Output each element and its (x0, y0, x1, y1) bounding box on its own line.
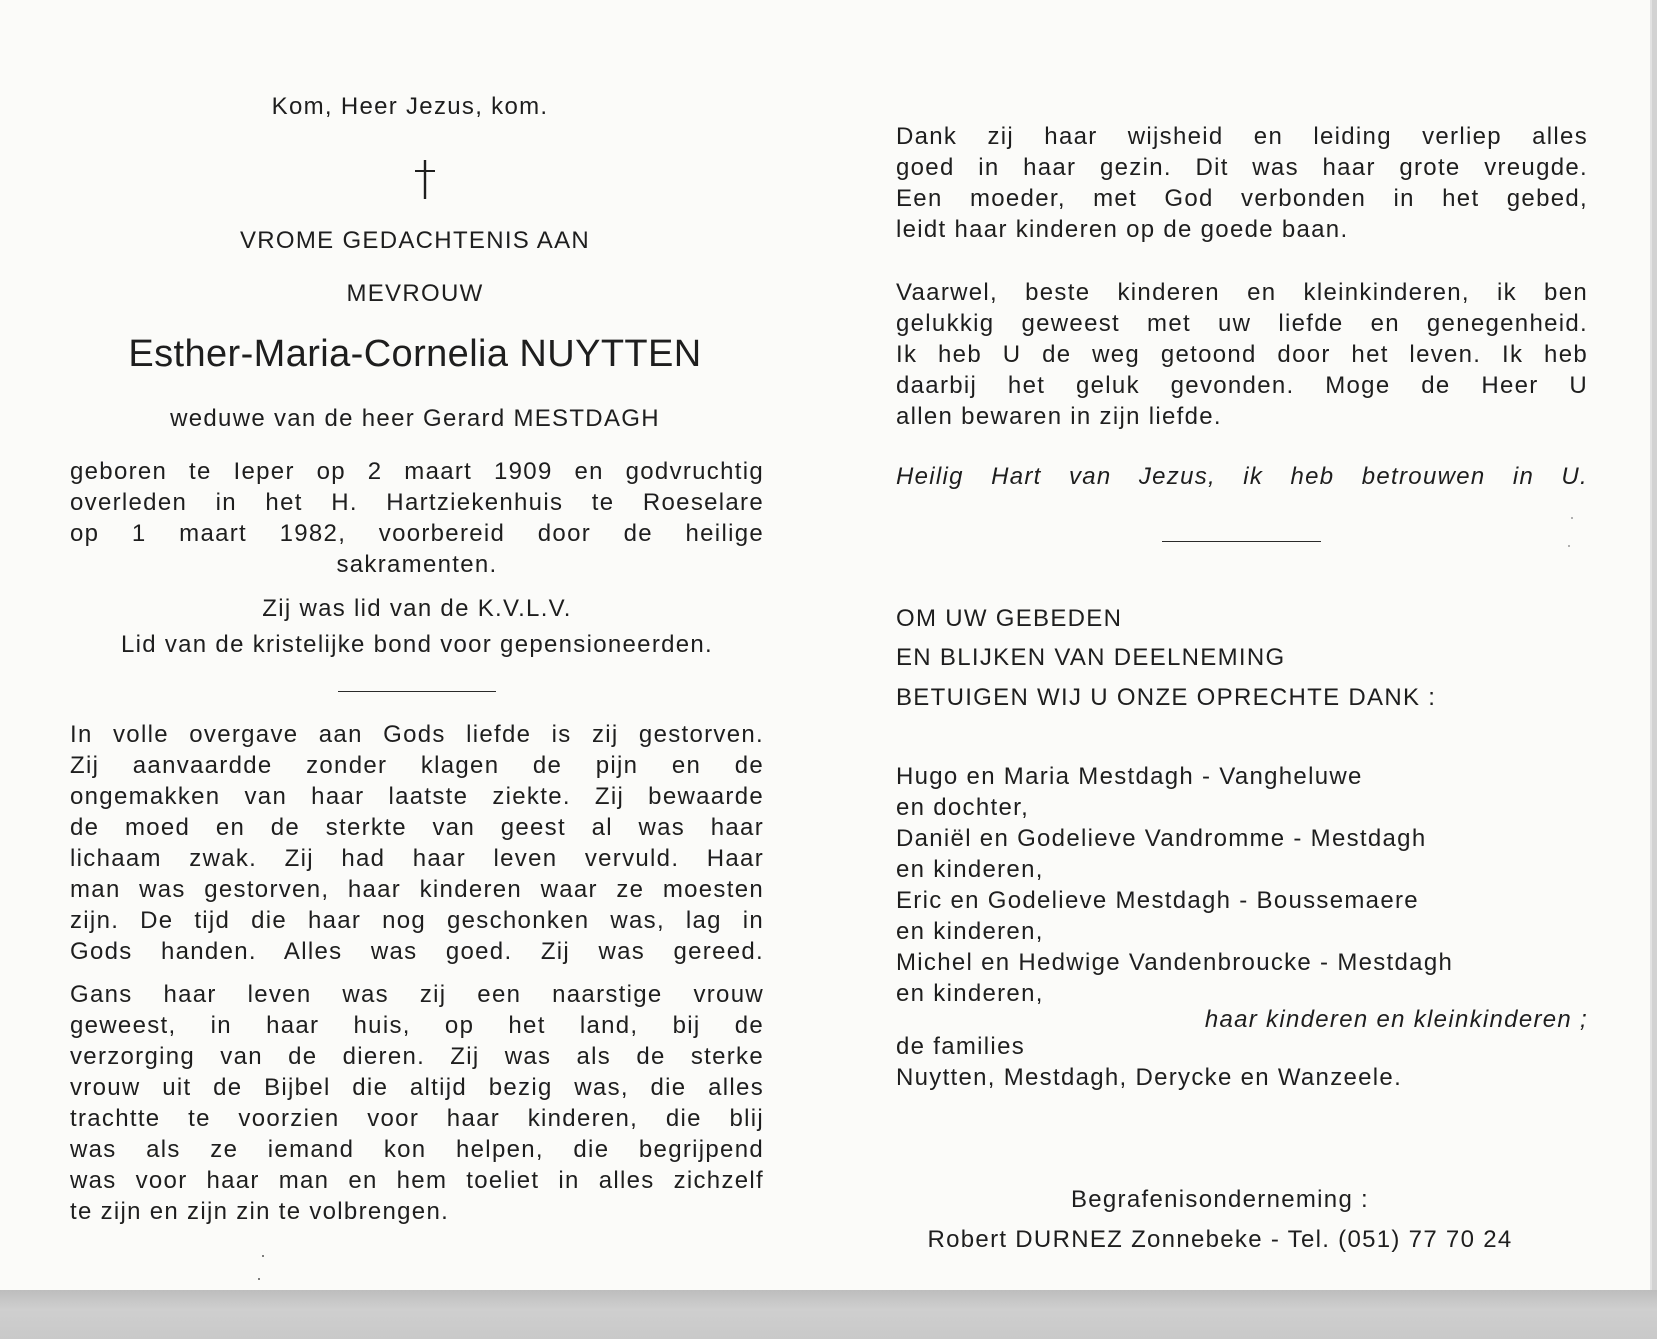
paragraph-line: te zijn en zijn zin te volbrengen. (70, 1198, 450, 1225)
separator-line (338, 691, 496, 692)
membership-line: Zij was lid van de K.V.L.V. (262, 595, 572, 622)
right-paragraph-line: Dank zij haar wijsheid en leiding verliep alles (896, 123, 1588, 150)
family-role: haar kinderen en kleinkinderen ; (1204, 1006, 1588, 1033)
family-line: en kinderen, (896, 980, 1044, 1007)
undertaker-label: Begrafenisonderneming : (1070, 1186, 1370, 1213)
family-line: Michel en Hedwige Vandenbroucke - Mestdagh (896, 949, 1454, 976)
paragraph-line: geweest, in haar huis, op het land, bij de (70, 1012, 764, 1039)
prayer-line: Kom, Heer Jezus, kom. (271, 93, 549, 120)
print-speck (1568, 545, 1570, 547)
print-speck (258, 1278, 260, 1280)
paragraph-line: trachtte te voorzien voor haar kinderen, die blij (70, 1105, 764, 1132)
membership-line: Lid van de kristelijke bond voor gepensioneerden. (120, 631, 714, 658)
right-paragraph-line: gelukkig geweest met uw liefde en genegenheid. (896, 310, 1588, 337)
family-line: en kinderen, (896, 918, 1044, 945)
right-paragraph-line: leidt haar kinderen op de goede baan. (896, 216, 1349, 243)
undertaker-contact: Robert DURNEZ Zonnebeke - Tel. (051) 77 70 24 (927, 1226, 1513, 1253)
paragraph-line: zijn. De tijd die haar nog geschonken was, lag in (70, 907, 764, 934)
paragraph-line: was voor haar man en hem toeliet in alles zichzelf (70, 1167, 764, 1194)
birth-line: overleden in het H. Hartziekenhuis te Roeselare (70, 489, 764, 516)
right-paragraph-line: goed in haar gezin. Dit was haar grote vreugde. (896, 154, 1588, 181)
right-paragraph-line: daarbij het geluk gevonden. Moge de Heer U (896, 372, 1588, 399)
memorial-heading: VROME GEDACHTENIS AAN (239, 227, 591, 254)
paragraph-line: was als ze iemand kon helpen, die begrijpend (70, 1136, 764, 1163)
birth-line: geboren te Ieper op 2 maart 1909 en godvruchtig (70, 458, 764, 485)
paragraph-line: de moed en de sterkte van geest al was haar (70, 814, 764, 841)
paragraph-line: verzorging van de dieren. Zij was als de sterke (70, 1043, 764, 1070)
family-line: en dochter, (896, 794, 1030, 821)
deceased-name: Esther-Maria-Cornelia NUYTTEN (128, 333, 702, 375)
paragraph-line: Gans haar leven was zij een naarstige vrouw (70, 981, 764, 1008)
thanks-line: OM UW GEBEDEN (896, 605, 1123, 632)
paragraph-line: ongemakken van haar laatste ziekte. Zij bewaarde (70, 783, 764, 810)
paragraph-line: vrouw uit de Bijbel die altijd bezig was, die alles (70, 1074, 764, 1101)
family-line: Daniël en Godelieve Vandromme - Mestdagh (896, 825, 1427, 852)
thanks-line: EN BLIJKEN VAN DEELNEMING (896, 644, 1286, 671)
print-speck (262, 1255, 264, 1257)
scan-edge-shadow (0, 1290, 1657, 1339)
paragraph-line: Gods handen. Alles was goed. Zij was gereed. (70, 938, 764, 965)
separator-line (1162, 541, 1321, 542)
paragraph-line: In volle overgave aan Gods liefde is zij gestorven. (70, 721, 764, 748)
family-line: Hugo en Maria Mestdagh - Vangheluwe (896, 763, 1363, 790)
birth-line: sakramenten. (336, 551, 498, 578)
paragraph-line: Zij aanvaardde zonder klagen de pijn en de (70, 752, 764, 779)
widow-line: weduwe van de heer Gerard MESTDAGH (170, 405, 660, 432)
paragraph-line: man was gestorven, haar kinderen waar ze moesten (70, 876, 764, 903)
right-paragraph-line: Een moeder, met God verbonden in het gebed, (896, 185, 1588, 212)
birth-line: op 1 maart 1982, voorbereid door de heilige (70, 520, 764, 547)
right-paragraph-line: Vaarwel, beste kinderen en kleinkinderen, ik ben (896, 279, 1588, 306)
thanks-line: BETUIGEN WIJ U ONZE OPRECHTE DANK : (896, 684, 1437, 711)
paragraph-line: lichaam zwak. Zij had haar leven vervuld. Haar (70, 845, 764, 872)
family-line: Eric en Godelieve Mestdagh - Boussemaere (896, 887, 1419, 914)
family-line: en kinderen, (896, 856, 1044, 883)
cross-icon (411, 158, 439, 200)
print-speck (1571, 517, 1573, 519)
right-paragraph-line: Ik heb U de weg getoond door het leven. Ik heb (896, 341, 1588, 368)
families-line: Nuytten, Mestdagh, Derycke en Wanzeele. (896, 1064, 1403, 1091)
title-mevrouw: MEVROUW (346, 280, 484, 307)
invocation-line: Heilig Hart van Jezus, ik heb betrouwen in U. (896, 463, 1588, 490)
families-line: de families (896, 1033, 1026, 1060)
right-paragraph-line: allen bewaren in zijn liefde. (896, 403, 1222, 430)
